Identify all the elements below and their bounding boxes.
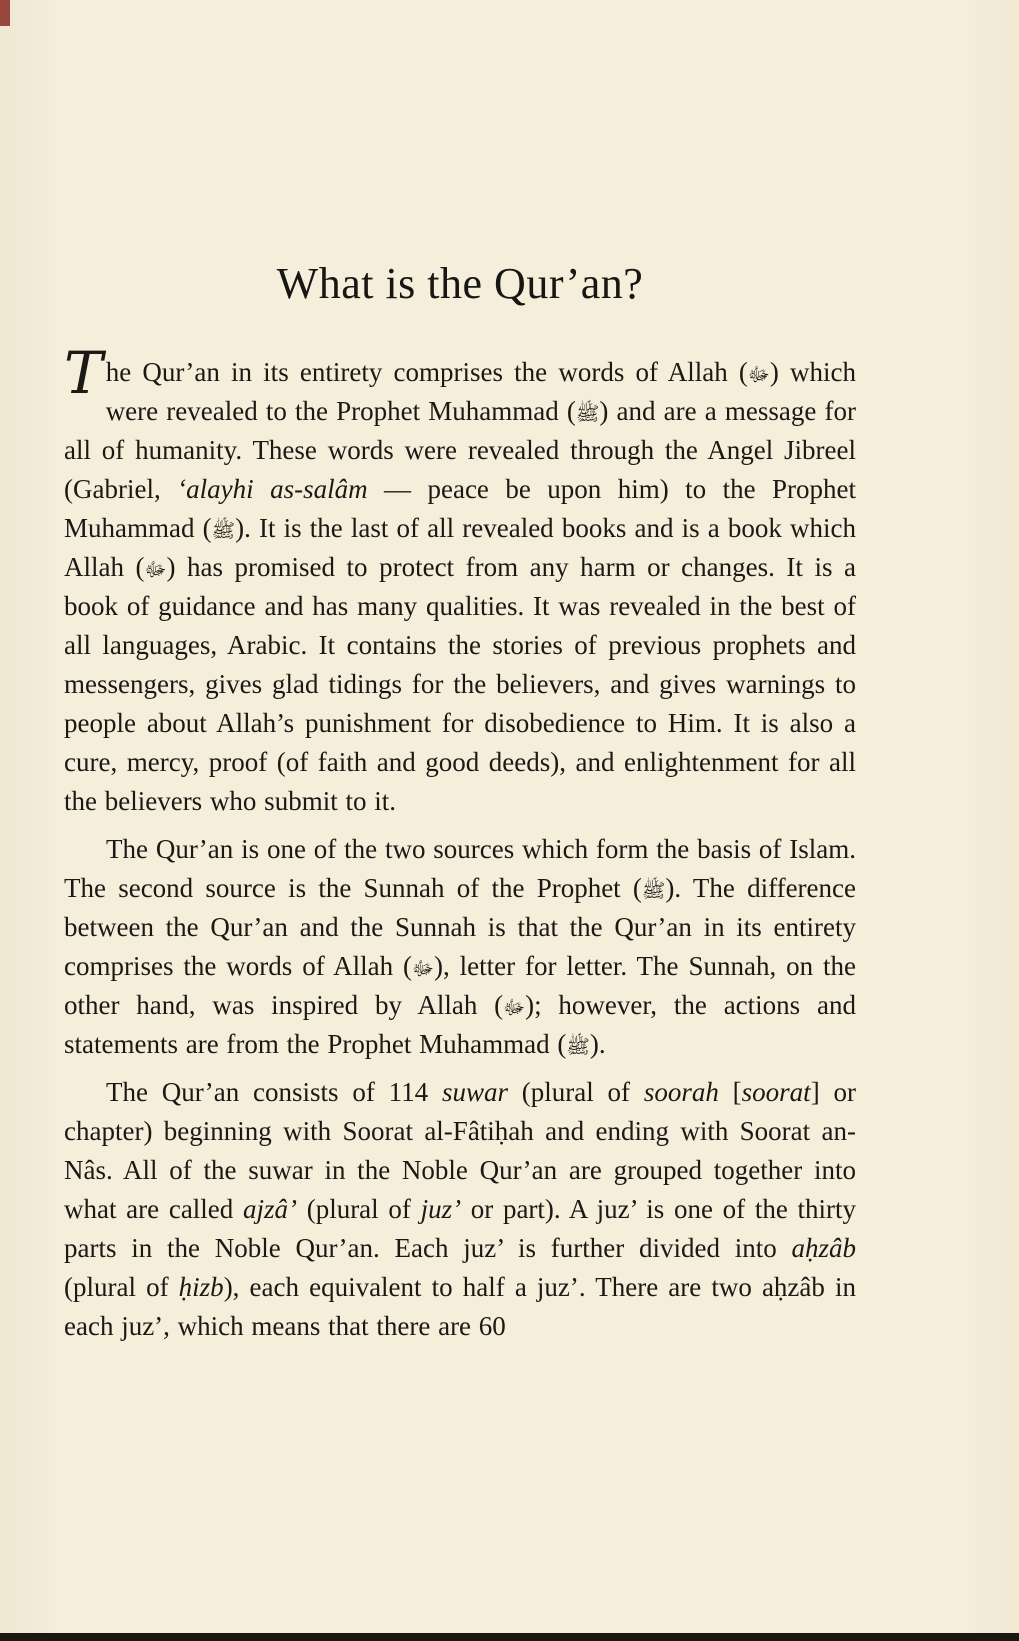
honorific-muhammad-icon: ﷺ (566, 1035, 590, 1058)
body-text-run: ) has promised to protect from any harm or changes. It is a book of guidance and has many qualities. It was revealed in the best of all languages, Arabic. It contains the stories of previous prophets and messengers, gives glad tidings for the believers, and gives warnings to people about Allah’s punishment for disobedience to Him. It is also a cure, mercy, proof (of faith and good deeds), and enlightenment for all the believers who submit to it. (64, 552, 856, 816)
paragraph (64, 1073, 856, 1346)
scan-edge-bottom (0, 1633, 1019, 1641)
italic-text: aḥzâb (791, 1233, 856, 1263)
body-text-run: (plural of (297, 1194, 421, 1224)
italic-text: suwar (441, 1077, 508, 1107)
body-text-run: he Qur’an in its entirety comprises the words of Allah ( (105, 357, 748, 387)
body-text-run: — peace be upon him) to the Prophet Muhammad ( (64, 474, 857, 543)
body-text-run: The Qur’an consists of 114 (106, 1077, 442, 1107)
body-text-run: ). The difference between the Qur’an and the Sunnah is that the Qur’an in its entirety comprises the words of Allah ( (64, 873, 856, 981)
italic-text: soorah (643, 1077, 719, 1107)
body-text-run: ] or chapter) beginning with Soorat al-Fâtiḥah and ending with Soorat an-Nâs. All of the suwar in the Noble Qur’an are grouped together into what are called (64, 1077, 856, 1224)
body-text-run: (plural of (64, 1272, 179, 1302)
body-text-run: ), letter for letter. The Sunnah, on the other hand, was inspired by Allah ( (64, 951, 857, 1020)
honorific-muhammad-icon: ﷺ (641, 879, 666, 902)
body-text-run: ). (589, 1029, 606, 1059)
body-text-run: (plural of (507, 1077, 644, 1107)
paragraph (64, 339, 857, 821)
italic-text: ḥizb (178, 1272, 224, 1302)
body-text-run: ) which were revealed to the Prophet Muhammad ( (105, 357, 856, 426)
body-text-run: ); however, the actions and statements are from the Prophet Muhammad ( (64, 990, 856, 1059)
scan-artifact-corner (0, 0, 10, 26)
honorific-allah-icon: ﷻ (747, 363, 770, 386)
page-body (64, 339, 857, 1346)
honorific-allah-icon: ﷻ (144, 558, 167, 581)
honorific-allah-icon: ﷻ (503, 996, 526, 1019)
body-text-run: ), each equivalent to half a juz’. There are two aḥzâb in each juz’, which means that there are 60 (64, 1272, 856, 1341)
page-title: What is the Qur’an? (276, 259, 644, 308)
italic-text: ‘alayhi as-salâm (177, 474, 368, 504)
honorific-muhammad-icon: ﷺ (211, 519, 236, 542)
honorific-allah-icon: ﷻ (412, 957, 434, 980)
body-text-run: ) and are a message for all of humanity. These words were revealed through the Angel Jibreel (Gabriel, (64, 396, 856, 504)
body-text-run: [ (718, 1077, 742, 1107)
honorific-muhammad-icon: ﷺ (575, 402, 600, 425)
italic-text: ajzâ’ (243, 1194, 297, 1224)
dropcap-initial: T (64, 339, 103, 407)
page-content (64, 0, 856, 1346)
body-text-run: ). It is the last of all revealed books and is a book which Allah ( (64, 513, 856, 582)
paragraph (64, 830, 856, 1064)
italic-text: soorat (741, 1077, 811, 1107)
italic-text: juz’ (420, 1194, 462, 1224)
body-text-run: The Qur’an is one of the two sources which form the basis of Islam. The second source is the Sunnah of the Prophet ( (64, 834, 856, 903)
body-text-run: or part). A juz’ is one of the thirty parts in the Noble Qur’an. Each juz’ is further divided into (64, 1194, 856, 1263)
